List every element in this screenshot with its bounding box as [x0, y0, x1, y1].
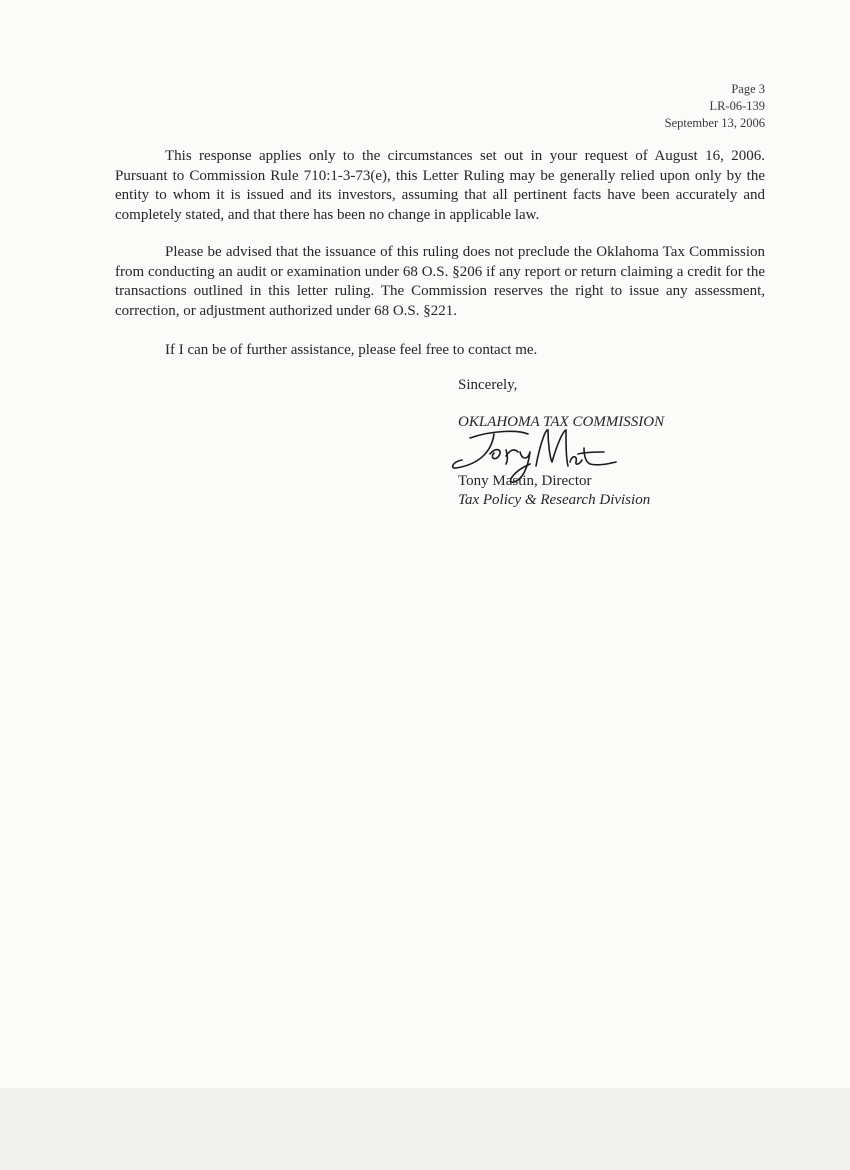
- page-header: [665, 81, 765, 132]
- salutation: Sincerely,: [458, 377, 518, 393]
- ruling-reference: LR-06-139: [709, 99, 765, 113]
- page-bottom-margin: [0, 1088, 850, 1170]
- body-paragraph-2: Please be advised that the issuance of this ruling does not preclude the Oklahoma Tax Commission from conducting an audit or examination under 68 O.S. §206 if any report or return claiming a credit for the transactions outlined in this letter ruling. The Commission reserves the right to issue any assessment, correction, or adjustment authorized under 68 O.S. §221.: [115, 244, 765, 319]
- signer-name-title: Tony Mastin, Director: [458, 473, 592, 489]
- page-number: Page 3: [731, 82, 765, 96]
- organization-name: OKLAHOMA TAX COMMISSION: [458, 414, 665, 430]
- letter-date: September 13, 2006: [664, 116, 765, 130]
- signer-division: Tax Policy & Research Division: [458, 492, 651, 508]
- body-paragraph-1: This response applies only to the circumstances set out in your request of August 16, 2006. Pursuant to Commission Rule 710:1-3-73(e), this Letter Ruling may be generally relied upon only by the entity to whom it is issued and its investors, assuming that all pertinent facts have been accurately and completely stated, and that there has been no change in applicable law.: [115, 148, 765, 223]
- closing-line: If I can be of further assistance, please feel free to contact me.: [165, 342, 538, 358]
